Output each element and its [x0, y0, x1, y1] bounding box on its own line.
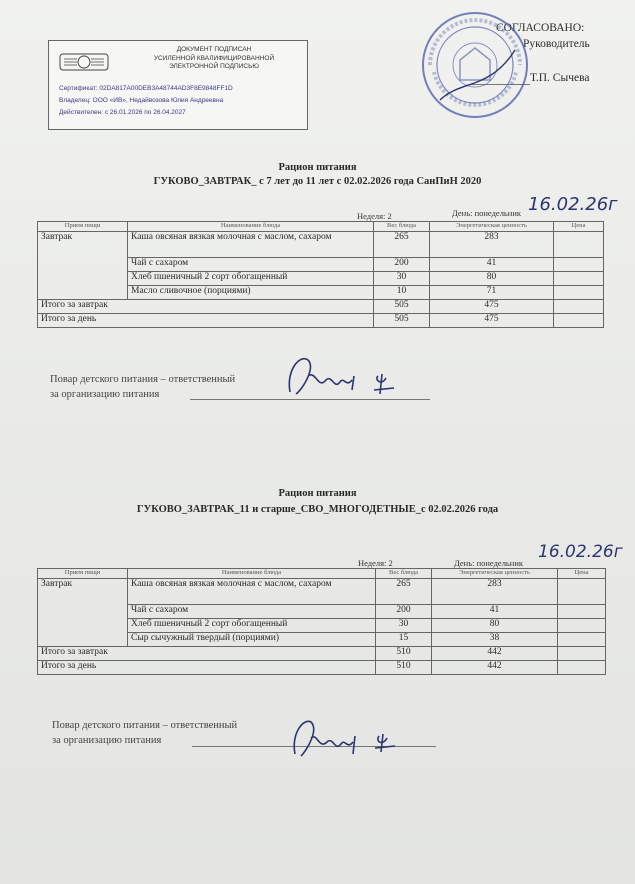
menu-1-week: Неделя: 2 — [357, 211, 392, 221]
price-cell — [558, 619, 606, 633]
cook-label-1 — [50, 372, 235, 402]
header-weight: Вес блюда — [374, 222, 430, 232]
menu-2-title-line1: Рацион питания — [278, 488, 357, 499]
menu-1-title-line1: Рацион питания — [278, 162, 357, 173]
organization-stamp-icon — [420, 10, 530, 120]
total-breakfast-row — [38, 300, 604, 314]
e-signature-valid: Действителен: с 26.01.2026 по 26.04.2027 — [59, 109, 186, 116]
price-cell — [558, 647, 606, 661]
weight-cell: 265 — [374, 232, 430, 258]
approval-label: СОГЛАСОВАНО: — [496, 22, 585, 34]
menu-2-title-line2: ГУКОВО_ЗАВТРАК_11 и старше_СВО_МНОГОДЕТНЫЕ_с 02.02.2026 года — [136, 504, 499, 515]
header-meal: Прием пищи — [38, 222, 128, 232]
total-day-row — [38, 661, 606, 675]
price-cell — [558, 661, 606, 675]
total-day-weight: 505 — [374, 314, 430, 328]
total-breakfast-weight: 505 — [374, 300, 430, 314]
weight-cell: 30 — [374, 272, 430, 286]
energy-cell: 41 — [430, 258, 554, 272]
menu-2-week: Неделя: 2 — [358, 558, 393, 568]
menu-2-table — [37, 568, 606, 675]
dish-cell: Чай с сахаром — [128, 605, 376, 619]
cook-line-1: Повар детского питания – ответственный — [52, 720, 238, 731]
header-price: Цена — [554, 222, 604, 232]
weight-cell: 10 — [374, 286, 430, 300]
menu-2-day: День: понедельник — [454, 558, 524, 568]
e-signature-owner: Владелец: ООО «ИВ», Недайвозова Юлия Андреевна — [59, 97, 224, 104]
dish-cell: Каша овсяная вязкая молочная с маслом, сахаром — [128, 579, 376, 605]
menu-1-table — [37, 221, 604, 328]
total-breakfast-label: Итого за завтрак — [38, 300, 374, 314]
approval-role: Руководитель — [523, 38, 590, 50]
menu-1-title-line2: ГУКОВО_ЗАВТРАК_ с 7 лет до 11 лет с 02.02.2026 года СанПиН 2020 — [153, 176, 482, 187]
price-cell — [554, 286, 604, 300]
e-signature-certificate: Сертификат: 02DA817A00DEB3A48744AD3F8E9848FF1D — [59, 85, 233, 92]
price-cell — [558, 633, 606, 647]
header-dish: Наименование блюда — [128, 222, 374, 232]
e-signature-header-3: ЭЛЕКТРОННОЙ ПОДПИСЬЮ — [169, 63, 259, 70]
total-day-label: Итого за день — [38, 661, 376, 675]
total-breakfast-row — [38, 647, 606, 661]
total-day-weight: 510 — [376, 661, 432, 675]
energy-cell: 71 — [430, 286, 554, 300]
e-signature-header-2: УСИЛЕННОЙ КВАЛИФИЦИРОВАННОЙ — [153, 54, 275, 62]
dish-cell: Хлеб пшеничный 2 сорт обогащенный — [128, 272, 374, 286]
total-day-energy: 442 — [432, 661, 558, 675]
weight-cell: 30 — [376, 619, 432, 633]
header-weight: Вес блюда — [376, 569, 432, 579]
table-row — [38, 232, 604, 258]
energy-cell: 283 — [432, 579, 558, 605]
dish-cell: Каша овсяная вязкая молочная с маслом, сахаром — [128, 232, 374, 258]
energy-cell: 41 — [432, 605, 558, 619]
weight-cell: 200 — [376, 605, 432, 619]
dish-cell: Чай с сахаром — [128, 258, 374, 272]
cook-line-2: за организацию питания — [52, 735, 162, 746]
total-day-row — [38, 314, 604, 328]
price-cell — [554, 314, 604, 328]
header-meal: Прием пищи — [38, 569, 128, 579]
table-row — [38, 579, 606, 605]
cook-label-2 — [52, 718, 237, 748]
cook-line-2: за организацию питания — [50, 389, 160, 400]
price-cell — [554, 232, 604, 258]
e-signature-header-1: ДОКУМЕНТ ПОДПИСАН — [176, 46, 252, 53]
header-energy: Энергетическая ценность — [430, 222, 554, 232]
price-cell — [554, 258, 604, 272]
menu-2-handwritten-date: 16.02.26г — [538, 542, 623, 562]
total-breakfast-energy: 475 — [430, 300, 554, 314]
table-header-row — [38, 569, 606, 579]
energy-cell: 283 — [430, 232, 554, 258]
dish-cell: Сыр сычужный твердый (порциями) — [128, 633, 376, 647]
meal-cell: Завтрак — [38, 232, 128, 300]
menu-1-day: День: понедельник — [452, 208, 522, 218]
dish-cell: Хлеб пшеничный 2 сорт обогащенный — [128, 619, 376, 633]
energy-cell: 80 — [430, 272, 554, 286]
weight-cell: 265 — [376, 579, 432, 605]
meal-cell: Завтрак — [38, 579, 128, 647]
total-breakfast-weight: 510 — [376, 647, 432, 661]
table-header-row — [38, 222, 604, 232]
cook-signature-2-icon — [285, 712, 405, 762]
total-day-label: Итого за день — [38, 314, 374, 328]
header-energy: Энергетическая ценность — [432, 569, 558, 579]
price-cell — [558, 605, 606, 619]
cook-line-1: Повар детского питания – ответственный — [50, 374, 236, 385]
energy-cell: 80 — [432, 619, 558, 633]
weight-cell: 15 — [376, 633, 432, 647]
total-breakfast-energy: 442 — [432, 647, 558, 661]
total-day-energy: 475 — [430, 314, 554, 328]
header-price: Цена — [558, 569, 606, 579]
approval-name: Т.П. Сычева — [530, 72, 590, 84]
total-breakfast-label: Итого за завтрак — [38, 647, 376, 661]
menu-1-handwritten-date: 16.02.26г — [528, 194, 618, 215]
header-dish: Наименование блюда — [128, 569, 376, 579]
price-cell — [554, 272, 604, 286]
price-cell — [558, 579, 606, 605]
cook-signature-1-icon — [282, 350, 402, 400]
price-cell — [554, 300, 604, 314]
e-signature-block — [48, 40, 308, 130]
weight-cell: 200 — [374, 258, 430, 272]
e-signature-logo-icon — [59, 51, 109, 73]
dish-cell: Масло сливочное (порциями) — [128, 286, 374, 300]
energy-cell: 38 — [432, 633, 558, 647]
